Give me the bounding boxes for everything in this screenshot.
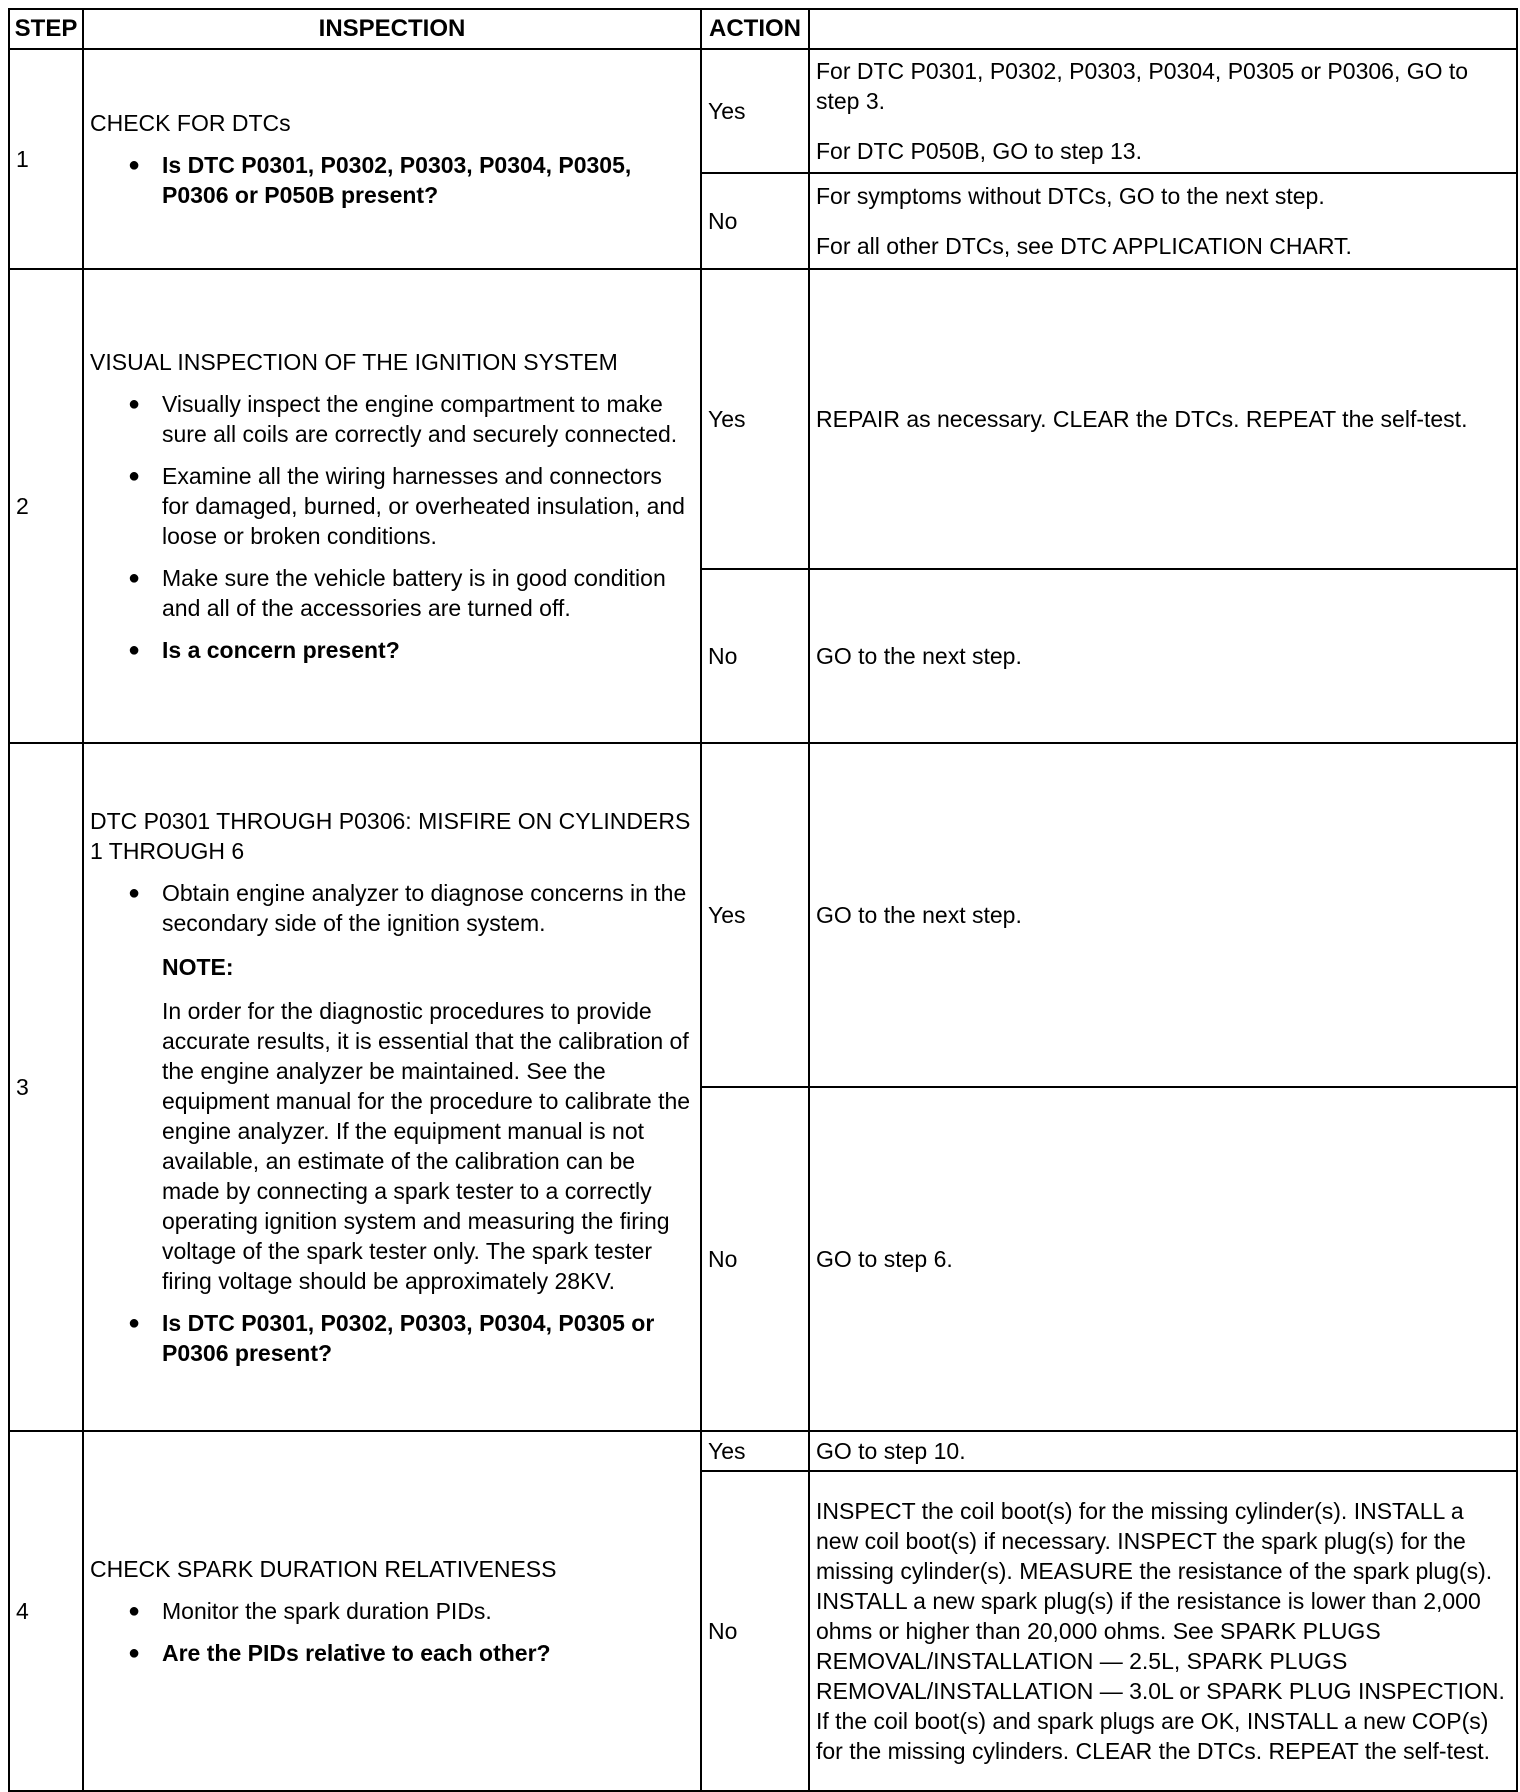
header-row <box>9 9 1517 49</box>
header-result <box>809 9 1517 49</box>
step-2-title: VISUAL INSPECTION OF THE IGNITION SYSTEM <box>90 349 618 375</box>
step-3-no-label: No <box>701 1087 809 1431</box>
step-3-note-label: NOTE: <box>162 954 234 980</box>
header-step: STEP <box>9 9 83 49</box>
step-3-question: ● Is DTC P0301, P0302, P0303, P0304, P0305 or P0306 present? <box>128 1308 694 1368</box>
step-3-title: DTC P0301 THROUGH P0306: MISFIRE ON CYLINDERS 1 THROUGH 6 <box>90 808 691 864</box>
step-3-inspection <box>83 743 701 1431</box>
step-2-inspection <box>83 269 701 743</box>
step-3-yes-action: GO to the next step. <box>809 743 1517 1087</box>
step-1-no-action <box>809 173 1517 269</box>
step-1-inspection <box>83 49 701 269</box>
step-3-no-action: GO to step 6. <box>809 1087 1517 1431</box>
step-4-title: CHECK SPARK DURATION RELATIVENESS <box>90 1556 557 1582</box>
step-2-bullet-3: ● Make sure the vehicle battery is in good condition and all of the accessories are turned off. <box>128 563 694 623</box>
step-2-bullet-1: ● Visually inspect the engine compartment to make sure all coils are correctly and securely connected. <box>128 389 694 449</box>
step-1-yes-action <box>809 49 1517 173</box>
step-1-yes-action-2: For DTC P050B, GO to step 13. <box>816 138 1142 164</box>
step-3-bullet-1: ● Obtain engine analyzer to diagnose concerns in the secondary side of the ignition system. <box>128 878 694 938</box>
step-1-yes-row <box>9 49 1517 173</box>
step-2-bullet-2: ● Examine all the wiring harnesses and connectors for damaged, burned, or overheated insulation, and loose or broken conditions. <box>128 461 694 551</box>
step-1-number: 1 <box>9 49 83 269</box>
step-1-question: ● Is DTC P0301, P0302, P0303, P0304, P0305, P0306 or P050B present? <box>128 150 694 210</box>
step-2-yes-row <box>9 269 1517 569</box>
step-1-no-label: No <box>701 173 809 269</box>
step-3-yes-label: Yes <box>701 743 809 1087</box>
step-1-title: CHECK FOR DTCs <box>90 110 291 136</box>
step-4-yes-row <box>9 1431 1517 1471</box>
step-3-yes-row <box>9 743 1517 1087</box>
step-2-no-action: GO to the next step. <box>809 569 1517 743</box>
step-2-yes-action: REPAIR as necessary. CLEAR the DTCs. REPEAT the self-test. <box>809 269 1517 569</box>
step-4-no-action: INSPECT the coil boot(s) for the missing cylinder(s). INSTALL a new coil boot(s) if necessary. INSPECT the spark plug(s) for the missing cylinder(s). MEASURE the resistance of the spark plug(s). INSTALL a new spark plug(s) if the resistance is lower than 2,000 ohms or higher than 20,000 ohms. See SPARK PLUGS REMOVAL/INSTALLATION — 2.5L, SPARK PLUGS REMOVAL/INSTALLATION — 3.0L or SPARK PLUG INSPECTION. If the coil boot(s) and spark plugs are OK, INSTALL a new COP(s) for the missing cylinders. CLEAR the DTCs. REPEAT the self-test. <box>809 1471 1517 1791</box>
step-1-yes-action-1: For DTC P0301, P0302, P0303, P0304, P0305 or P0306, GO to step 3. <box>816 58 1469 114</box>
step-3-number: 3 <box>9 743 83 1431</box>
step-4-yes-action: GO to step 10. <box>809 1431 1517 1471</box>
step-4-number: 4 <box>9 1431 83 1791</box>
step-4-bullet-1: ● Monitor the spark duration PIDs. <box>128 1596 694 1626</box>
step-1-yes-label: Yes <box>701 49 809 173</box>
header-inspection: INSPECTION <box>83 9 701 49</box>
step-1-no-action-2: For all other DTCs, see DTC APPLICATION CHART. <box>816 233 1352 259</box>
step-4-question: ● Are the PIDs relative to each other? <box>128 1638 694 1668</box>
step-1-no-action-1: For symptoms without DTCs, GO to the next step. <box>816 183 1325 209</box>
diagnostic-table <box>8 8 1518 1792</box>
header-action: ACTION <box>701 9 809 49</box>
step-2-number: 2 <box>9 269 83 743</box>
step-2-yes-label: Yes <box>701 269 809 569</box>
step-4-no-label: No <box>701 1471 809 1791</box>
step-2-no-label: No <box>701 569 809 743</box>
step-3-note-text: In order for the diagnostic procedures to provide accurate results, it is essential that the calibration of the engine analyzer be maintained. See the equipment manual for the procedure to calibrate the engine analyzer. If the equipment manual is not available, an estimate of the calibration can be made by connecting a spark tester to a correctly operating ignition system and measuring the firing voltage of the spark tester only. The spark tester firing voltage should be approximately 28KV. <box>162 998 691 1294</box>
step-4-inspection <box>83 1431 701 1791</box>
step-4-yes-label: Yes <box>701 1431 809 1471</box>
step-2-question: ● Is a concern present? <box>128 635 694 665</box>
